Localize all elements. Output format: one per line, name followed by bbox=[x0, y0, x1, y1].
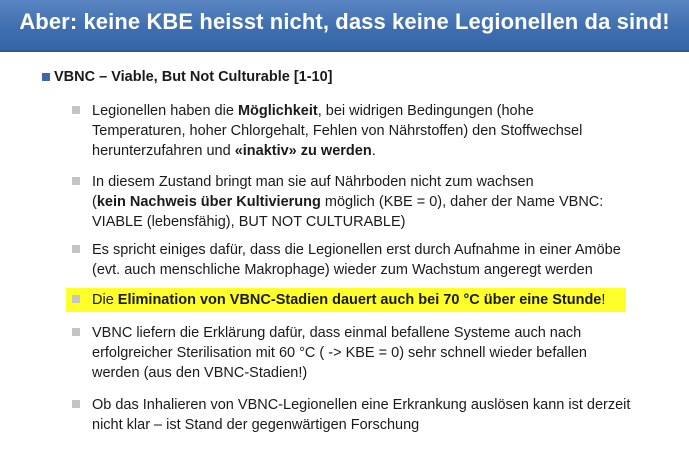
item-line bbox=[92, 121, 662, 141]
item-line bbox=[92, 172, 662, 192]
bold-text-run: Elimination von VBNC-Stadien dauert auch bei 70 °C über eine Stunde bbox=[117, 292, 602, 308]
square-bullet-icon bbox=[72, 106, 80, 114]
bullet-item-6 bbox=[92, 395, 662, 435]
square-bullet-icon bbox=[72, 328, 80, 336]
text-run: erfolgreicher Sterilisation mit 60 °C ( -> KBE = 0) sehr schnell wieder befallen bbox=[92, 345, 587, 361]
text-run: Legionellen haben die bbox=[92, 103, 238, 119]
item-line bbox=[92, 192, 662, 212]
item-line bbox=[92, 415, 662, 435]
item-line bbox=[92, 260, 662, 280]
text-run: herunterzufahren und bbox=[92, 143, 235, 159]
item-line bbox=[92, 212, 662, 232]
text-run: VIABLE (lebensfähig), BUT NOT CULTURABLE) bbox=[92, 214, 406, 230]
text-run: (evt. auch menschliche Makrophage) wieder zum Wachstum angeregt werden bbox=[92, 262, 593, 278]
text-run: Es spricht einiges dafür, dass die Legionellen erst durch Aufnahme in einer Amöbe bbox=[92, 242, 621, 258]
item-line bbox=[92, 141, 662, 161]
bullet-item-1 bbox=[92, 101, 662, 161]
square-bullet-icon bbox=[72, 245, 80, 253]
text-run: VBNC liefern die Erklärung dafür, dass einmal befallene Systeme auch nach bbox=[92, 325, 582, 341]
item-line bbox=[92, 101, 662, 121]
text-run: ( bbox=[92, 194, 97, 210]
text-run: werden (aus den VBNC-Stadien!) bbox=[92, 365, 308, 381]
bold-text-run: Möglichkeit bbox=[237, 103, 318, 119]
bullet-item-5 bbox=[92, 323, 662, 383]
square-bullet-icon bbox=[72, 295, 80, 303]
bullet-item-2 bbox=[92, 172, 662, 232]
text-run: , bei widrigen Bedingungen (hohe bbox=[317, 103, 534, 119]
bullet-item-3 bbox=[92, 240, 662, 280]
text-run: In diesem Zustand bringt man sie auf Nährboden nicht zum wachsen bbox=[92, 174, 534, 190]
text-run: . bbox=[371, 143, 376, 159]
text-run: Die bbox=[92, 292, 118, 308]
item-line bbox=[92, 323, 662, 343]
text-run: Temperaturen, hoher Chlorgehalt, Fehlen von Nährstoffen) den Stoffwechsel bbox=[92, 123, 583, 139]
text-run: ! bbox=[601, 292, 606, 308]
bullet-item-4-highlighted bbox=[92, 290, 662, 310]
title-bar bbox=[0, 0, 689, 52]
item-line bbox=[92, 240, 662, 260]
text-run: nicht klar – ist Stand der gegenwärtigen Forschung bbox=[92, 417, 420, 433]
heading-text: VBNC – Viable, But Not Culturable [1-10] bbox=[54, 69, 333, 85]
square-bullet-icon bbox=[42, 73, 50, 81]
text-run: Ob das Inhalieren von VBNC-Legionellen eine Erkrankung auslösen kann ist derzeit bbox=[92, 397, 631, 413]
bold-text-run: «inaktiv» zu werden bbox=[234, 143, 372, 159]
bold-text-run: kein Nachweis über Kultivierung bbox=[96, 194, 321, 210]
main-bullet-heading bbox=[54, 69, 674, 85]
item-line bbox=[92, 343, 662, 363]
item-line bbox=[92, 395, 662, 415]
slide-title: Aber: keine KBE heisst nicht, dass keine Legionellen da sind! bbox=[19, 9, 670, 34]
item-line bbox=[92, 363, 662, 383]
square-bullet-icon bbox=[72, 177, 80, 185]
square-bullet-icon bbox=[72, 400, 80, 408]
text-run: möglich (KBE = 0), daher der Name VBNC: bbox=[320, 194, 604, 210]
item-line bbox=[92, 290, 662, 310]
